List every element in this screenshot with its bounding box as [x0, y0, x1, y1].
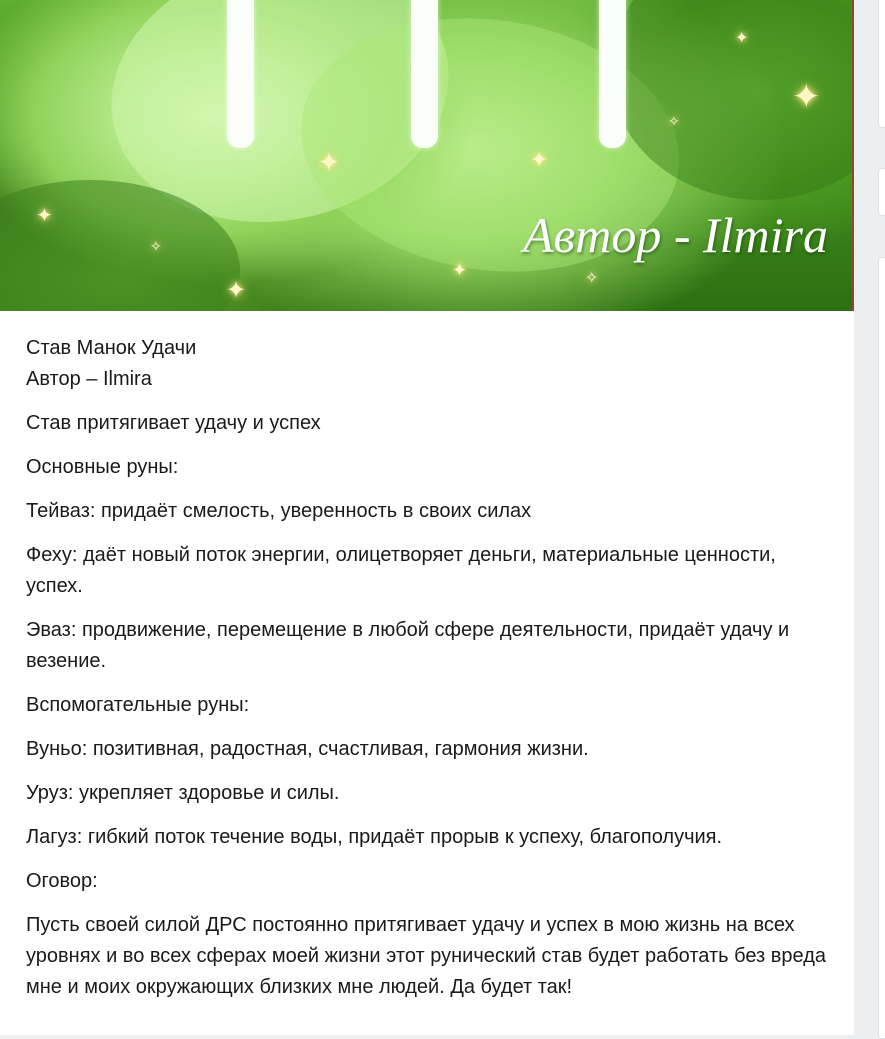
post-image[interactable]	[0, 0, 854, 311]
post-text	[0, 311, 854, 1003]
sparkle-icon: ✧	[585, 268, 599, 287]
post-paragraph: Основные руны:	[26, 456, 179, 478]
sparkle-icon: ✦	[735, 28, 749, 47]
sidebar-card[interactable]	[878, 168, 885, 216]
sparkle-icon: ✦	[792, 77, 821, 117]
post-paragraph: Вспомогательные руны:	[26, 694, 250, 716]
post-paragraph: Феху: даёт новый поток энергии, олицетворяет деньги, материальные ценности, успех.	[26, 544, 776, 597]
post-paragraph: Оговор:	[26, 870, 98, 892]
post-paragraph: Пусть своей силой ДРС постоянно притягивает удачу и успех в мою жизнь на всех уровнях и во всех сферах моей жизни этот рунический став будет работать без вреда мне и моих окружающих близких мне людей. Да будет так!	[26, 914, 826, 998]
sparkle-icon: ✦	[226, 276, 247, 304]
rune-stave	[411, 0, 438, 148]
sparkle-icon: ✦	[36, 203, 53, 227]
image-caption: Автор - Ilmira	[522, 207, 828, 263]
sparkle-icon: ✧	[150, 239, 162, 255]
post-title: Став Манок Удачи	[26, 337, 197, 359]
sparkle-icon: ✦	[452, 260, 468, 281]
sparkle-icon: ✦	[318, 148, 340, 178]
post-paragraph: Став притягивает удачу и успех	[26, 412, 321, 434]
post-paragraph: Тейваз: придаёт смелость, уверенность в своих силах	[26, 500, 532, 522]
post-paragraph: Уруз: укрепляет здоровье и силы.	[26, 782, 340, 804]
sparkle-icon: ✧	[668, 114, 680, 130]
post-author: Автор – Ilmira	[26, 368, 152, 390]
sidebar-card[interactable]	[878, 0, 885, 128]
sidebar-card[interactable]	[878, 257, 885, 1039]
rune-stave	[227, 0, 254, 148]
post-paragraph: Лагуз: гибкий поток течение воды, придаёт прорыв к успеху, благополучия.	[26, 826, 723, 848]
post-paragraph: Вуньо: позитивная, радостная, счастливая, гармония жизни.	[26, 738, 589, 760]
rune-stave	[599, 0, 626, 148]
post-paragraph: Эваз: продвижение, перемещение в любой сфере деятельности, придаёт удачу и везение.	[26, 619, 790, 672]
sparkle-icon: ✦	[530, 148, 549, 173]
right-sidebar	[854, 0, 885, 1035]
